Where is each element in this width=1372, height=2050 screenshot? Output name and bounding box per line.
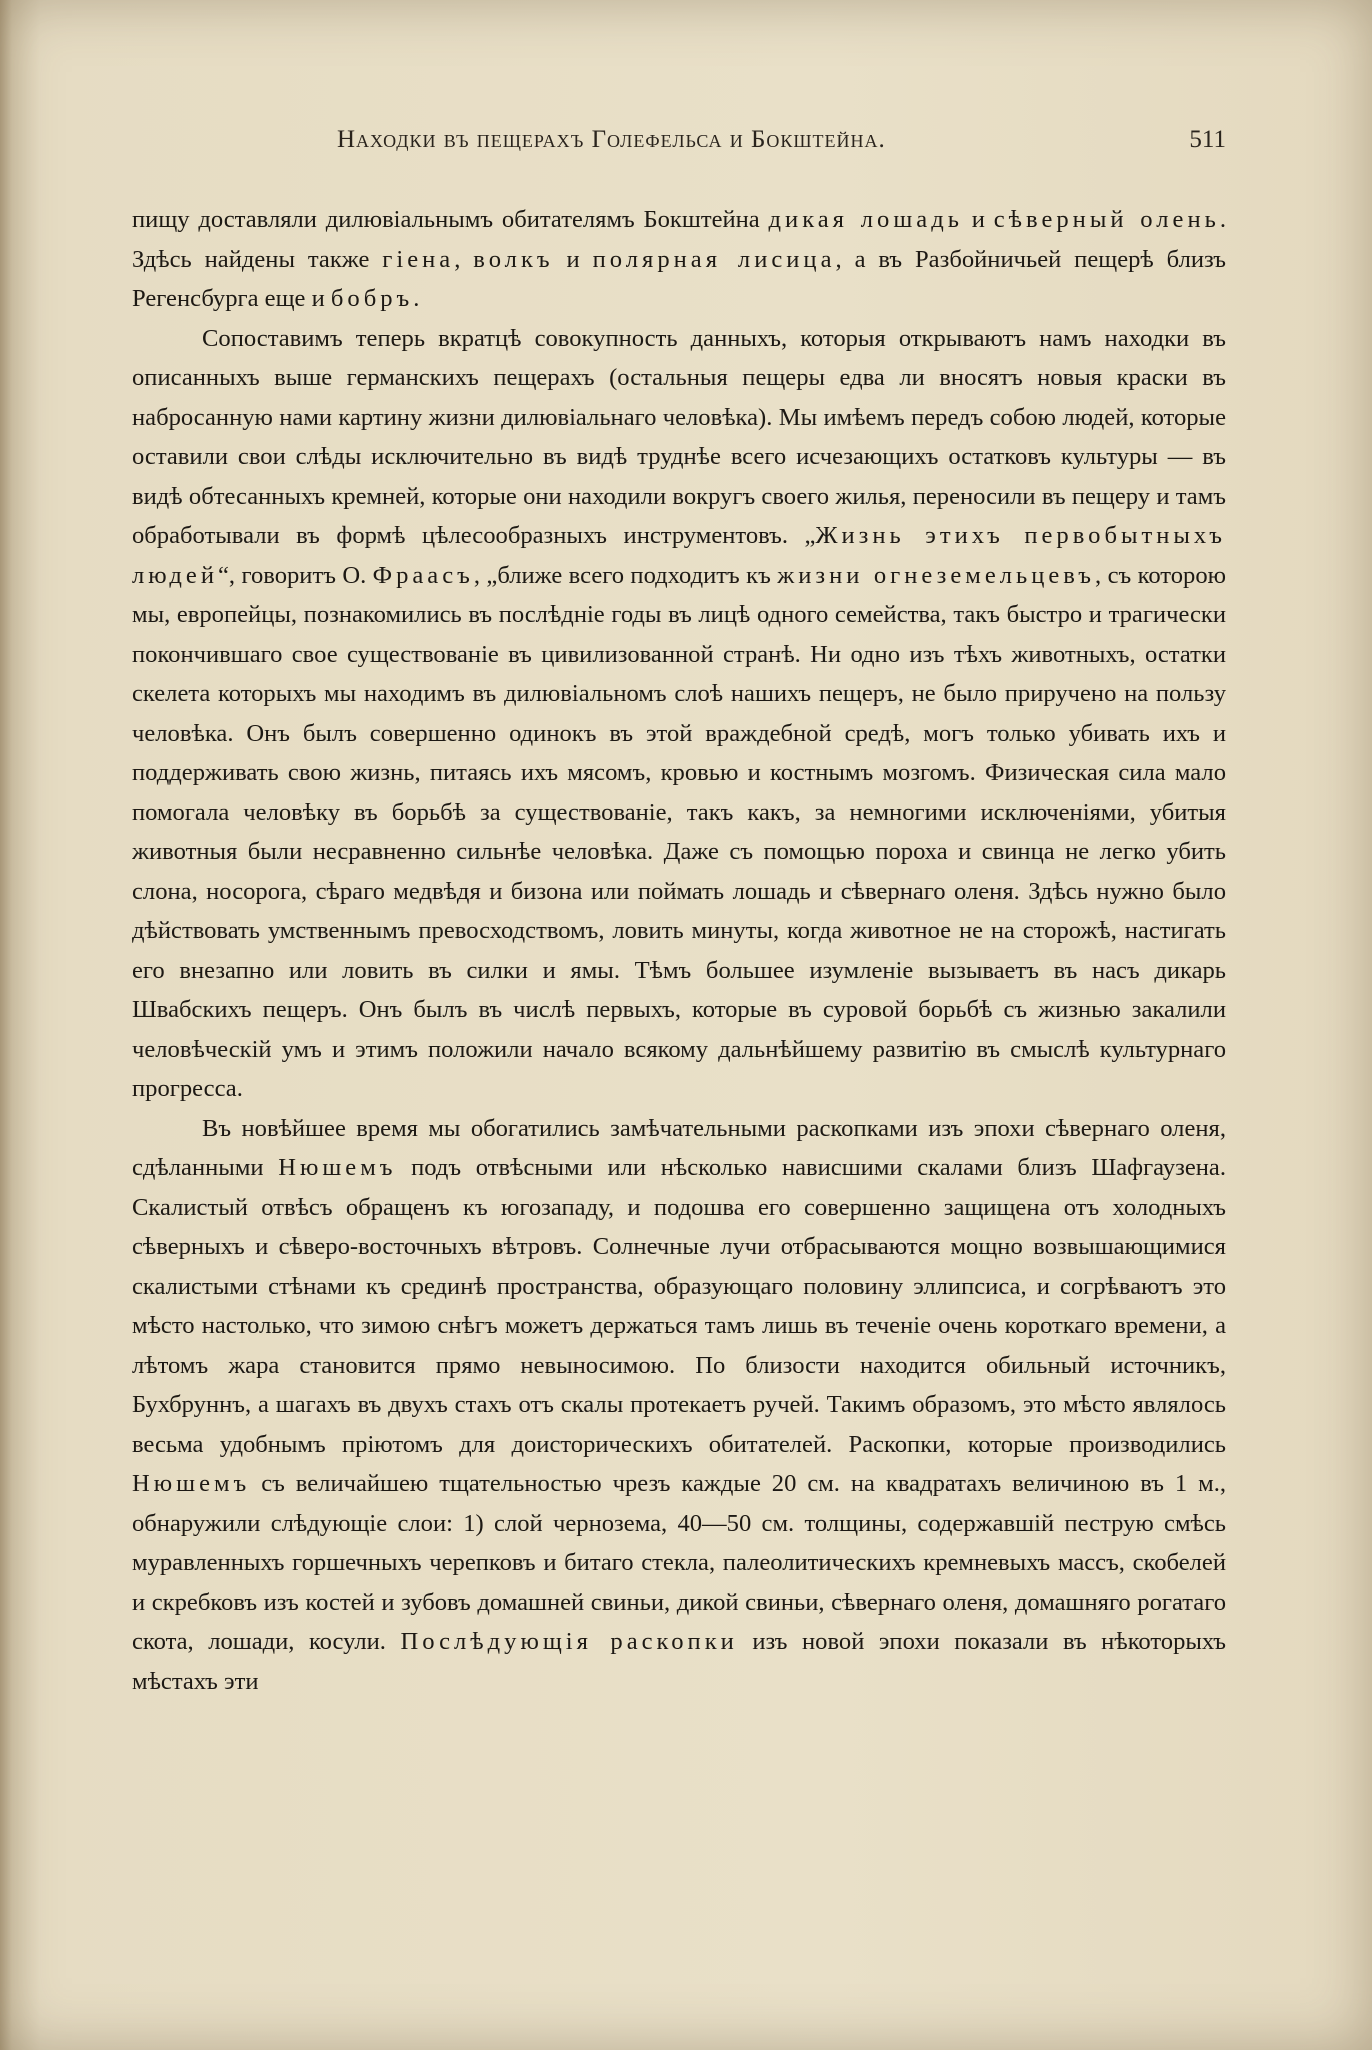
spaced-emphasis-text: гіена xyxy=(382,245,455,273)
paragraph-text: и xyxy=(962,206,994,233)
paragraph xyxy=(132,200,1226,319)
paragraph-text: пищу доставляли дилювіальнымъ обитателямъ Бокштейна xyxy=(132,206,769,233)
spaced-emphasis-text: Жизнь этихъ первобытныхъ людей xyxy=(132,522,1226,589)
paragraph-text: и xyxy=(553,245,593,273)
paragraph-text: . Здѣсь найдены также xyxy=(132,206,1226,273)
paragraph-text: изъ новой эпохи показали въ нѣкоторыхъ мѣстахъ эти xyxy=(132,1628,1226,1695)
paragraph-text: “, говоритъ О. xyxy=(218,561,373,589)
spaced-emphasis-text: волкъ xyxy=(473,245,554,273)
spaced-emphasis-text: Послѣдующія раскопки xyxy=(400,1628,738,1655)
spaced-emphasis-text: бобръ xyxy=(330,285,414,312)
paragraph-text: , xyxy=(454,245,474,273)
page-number: 511 xyxy=(1189,126,1226,153)
paragraph-text: подъ отвѣсными или нѣсколько нависшими скалами близъ Шафгаузена. Скалистый отвѣсъ обращенъ къ югозападу, и подошва его совершенно защищена отъ холодныхъ сѣверныхъ и сѣверо-восточныхъ вѣтровъ. Солнечные лучи отбрасываются мощно возвышающимися скалистыми стѣнами къ срединѣ пространства, образующаго половину эллипсиса, и согрѣваютъ это мѣсто настолько, что зимою снѣгъ можетъ держаться тамъ лишь въ теченіе очень короткаго времени, а лѣтомъ жара становится прямо невыносимою. По близости находится обильный источникъ, Бухбруннъ, а шагахъ въ двухъ стахъ отъ скалы протекаетъ ручей. Такимъ образомъ, это мѣсто являлось весьма удобнымъ пріютомъ для доисторическихъ обитателей. Раскопки, которые производились xyxy=(132,1154,1226,1458)
page-header xyxy=(132,126,1226,166)
spaced-emphasis-text: дикая лошадь xyxy=(768,206,963,233)
running-title: Находки въ пещерахъ Голефельса и Бокштейна. xyxy=(337,126,886,153)
paragraph-text: , „ближе всего подходитъ къ xyxy=(473,561,778,589)
paragraph-text: , съ которою мы, европейцы, познакомились въ послѣдніе годы въ лицѣ одного семейства, такъ быстро и трагически покончившаго свое существованіе въ цивилизованной странѣ. Ни одно изъ тѣхъ животныхъ, остатки скелета которыхъ мы находимъ въ дилювіальномъ слоѣ нашихъ пещеръ, не было приручено на пользу человѣка. Онъ былъ совершенно одинокъ въ этой враждебной средѣ, могъ только убивать ихъ и поддерживать свою жизнь, питаясь ихъ мясомъ, кровью и костнымъ мозгомъ. Физическая сила мало помогала человѣку въ борьбѣ за существованіе, такъ какъ, за немногими исключеніями, убитыя животныя были несравненно сильнѣе человѣка. Даже съ помощью пороха и свинца не легко убить слона, носорога, сѣраго медвѣдя и бизона или поймать лошадь и сѣвернаго оленя. Здѣсь нужно было дѣйствовать умственнымъ превосходствомъ, ловить минуты, когда животное не на сторожѣ, настигать его внезапно или ловить въ силки и ямы. Тѣмъ большее изумленіе вызываетъ въ насъ дикарь Швабскихъ пещеръ. Онъ былъ въ числѣ первыхъ, которые въ суровой борьбѣ съ жизнью закалили человѣческій умъ и этимъ положили начало всякому дальнѣйшему развитію въ смыслѣ культурнаго прогресса. xyxy=(132,561,1226,1102)
spaced-emphasis-text: полярная лисица xyxy=(592,245,836,273)
paragraph-text: Въ новѣйшее время мы обогатились замѣчательными раскопками изъ эпохи сѣвернаго оленя, сдѣланными xyxy=(132,1114,1226,1181)
paragraph-text: , а въ Разбойничьей пещерѣ близъ Регенсбурга еще и xyxy=(132,245,1226,312)
paragraph-text: Сопоставимъ теперь вкратцѣ совокупность данныхъ, которыя открываютъ намъ находки въ описанныхъ выше германскихъ пещерахъ (остальныя пещеры едва ли вносятъ новыя краски въ набросанную нами картину жизни дилювіальнаго человѣка). Мы имѣемъ передъ собою людей, которые оставили свои слѣды исключительно въ видѣ труднѣе всего исчезающихъ остатковъ культуры — въ видѣ обтесанныхъ кремней, которые они находили вокругъ своего жилья, переносили въ пещеру и тамъ обработывали въ формѣ цѣлесообразныхъ инструментовъ. „ xyxy=(132,324,1226,549)
paragraph-text: съ величайшею тщательностью чрезъ каждые 20 см. на квадратахъ величиною въ 1 м., обнаружили слѣдующіе слои: 1) слой чернозема, 40—50 см. толщины, содержавшій пеструю смѣсь муравленныхъ горшечныхъ черепковъ и битаго стекла, палеолитическихъ кремневыхъ массъ, скобелей и скребковъ изъ костей и зубовъ домашней свиньи, дикой свиньи, сѣвернаго оленя, домашняго рогатаго скота, лошади, косули. xyxy=(132,1470,1226,1655)
page-body-text xyxy=(132,200,1226,1930)
spaced-emphasis-text: Фраасъ xyxy=(372,561,474,589)
spaced-emphasis-text: жизни огнеземельцевъ xyxy=(777,561,1096,589)
paragraph xyxy=(132,1109,1226,1702)
spaced-emphasis-text: сѣверный олень xyxy=(993,206,1220,233)
paragraph xyxy=(132,319,1226,1109)
spaced-emphasis-text: Нюшемъ xyxy=(132,1470,251,1497)
spaced-emphasis-text: Нюшемъ xyxy=(278,1154,397,1181)
paragraph-text: . xyxy=(413,285,420,312)
